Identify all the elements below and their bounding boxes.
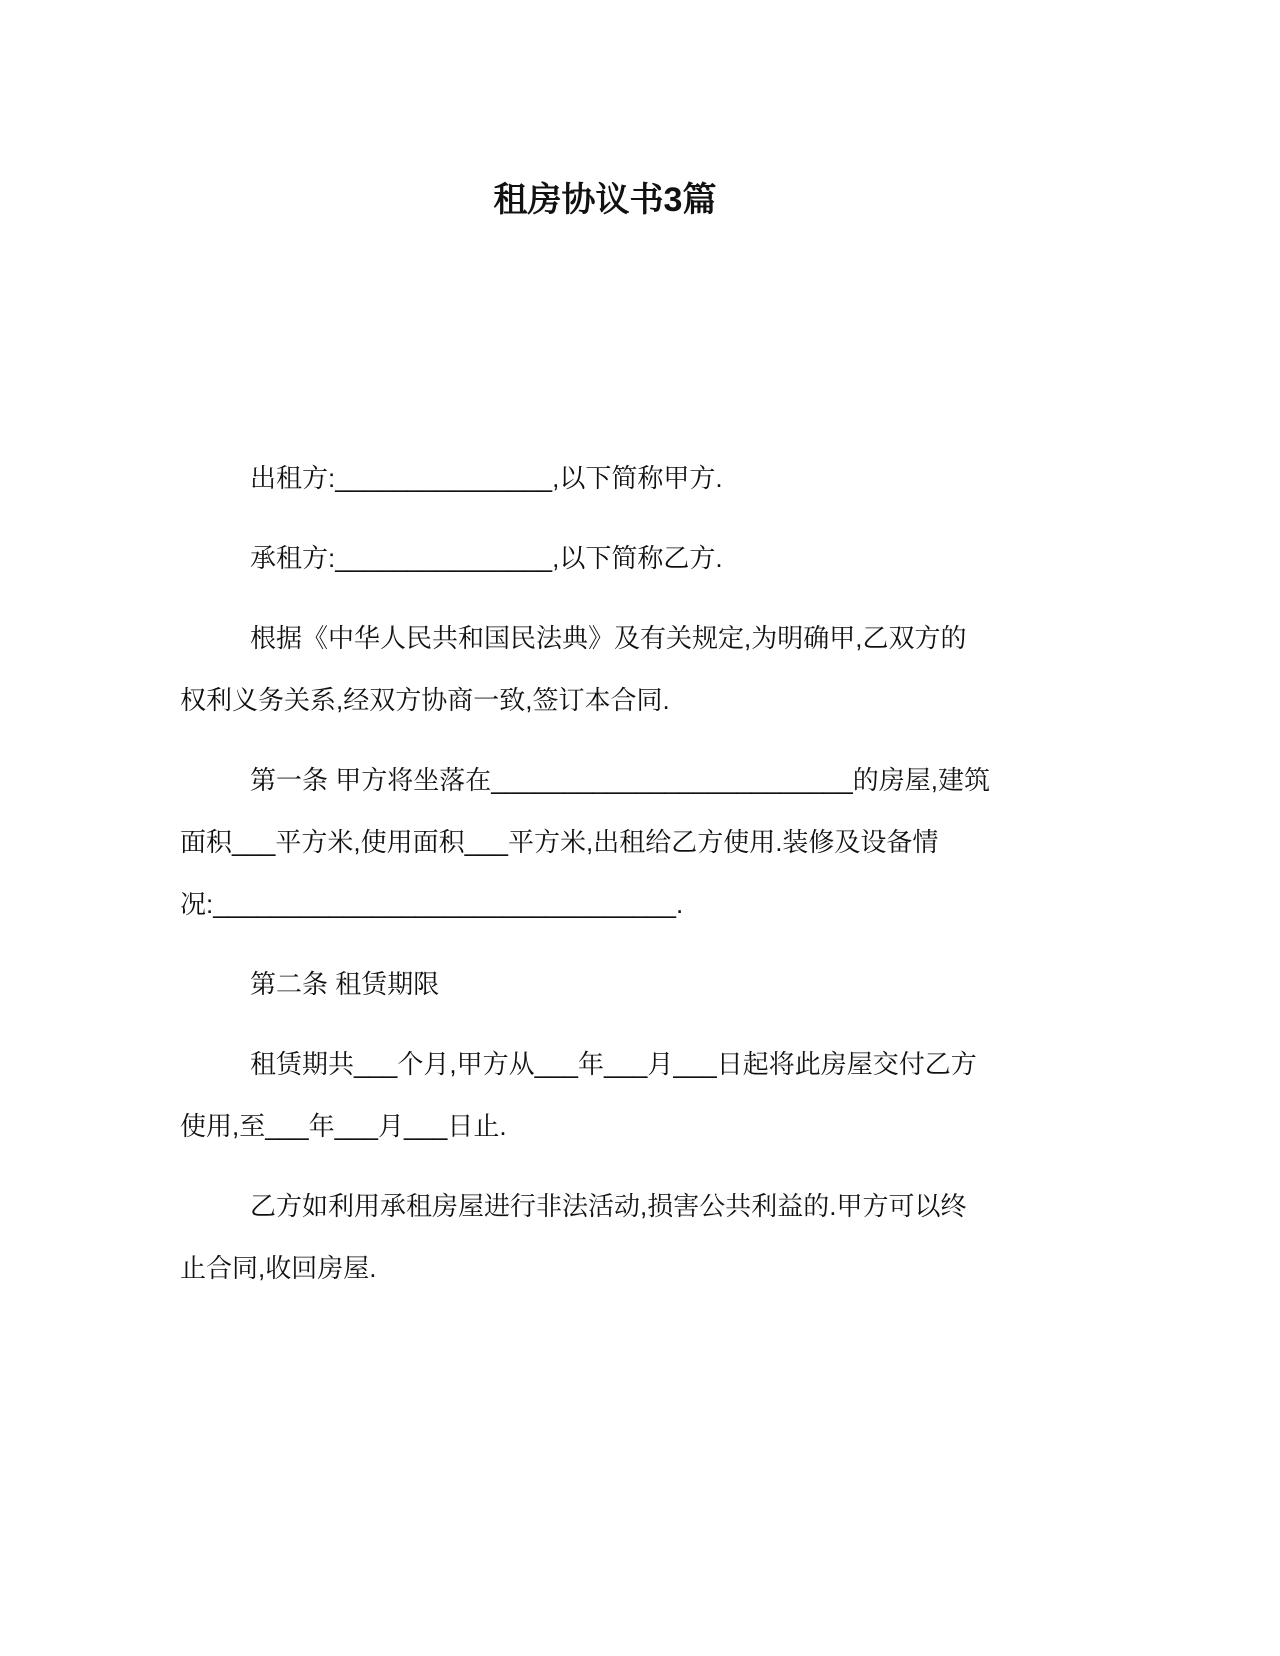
paragraph-lessee xyxy=(180,527,1040,589)
paragraph-termination xyxy=(180,1175,1040,1299)
paragraph-preamble xyxy=(180,607,1040,731)
document-body xyxy=(180,447,1040,1317)
text-line: 止合同,收回房屋. xyxy=(180,1253,377,1283)
text-line: 第一条 甲方将坐落在_________________________的房屋,建筑 xyxy=(250,765,990,795)
text-line: 乙方如利用承租房屋进行非法活动,损害公共利益的.甲方可以终 xyxy=(250,1191,967,1221)
text-line: 第二条 租赁期限 xyxy=(250,969,440,999)
text-line: 面积___平方米,使用面积___平方米,出租给乙方使用.装修及设备情 xyxy=(180,827,939,857)
text-line: 权利义务关系,经双方协商一致,签订本合同. xyxy=(180,685,670,715)
document-title: 租房协议书3篇 xyxy=(493,181,717,219)
text-line: 况:________________________________. xyxy=(180,889,684,919)
text-line: 承租方:_______________,以下简称乙方. xyxy=(250,543,723,573)
paragraph-lessor xyxy=(180,447,1040,509)
paragraph-article-1 xyxy=(180,749,1040,935)
text-line: 根据《中华人民共和国民法典》及有关规定,为明确甲,乙双方的 xyxy=(250,623,967,653)
text-line: 租赁期共___个月,甲方从___年___月___日起将此房屋交付乙方 xyxy=(250,1049,977,1079)
text-line: 出租方:_______________,以下简称甲方. xyxy=(250,463,723,493)
paragraph-article-2-heading xyxy=(180,953,1040,1015)
paragraph-lease-term xyxy=(180,1033,1040,1157)
text-line: 使用,至___年___月___日止. xyxy=(180,1111,507,1141)
